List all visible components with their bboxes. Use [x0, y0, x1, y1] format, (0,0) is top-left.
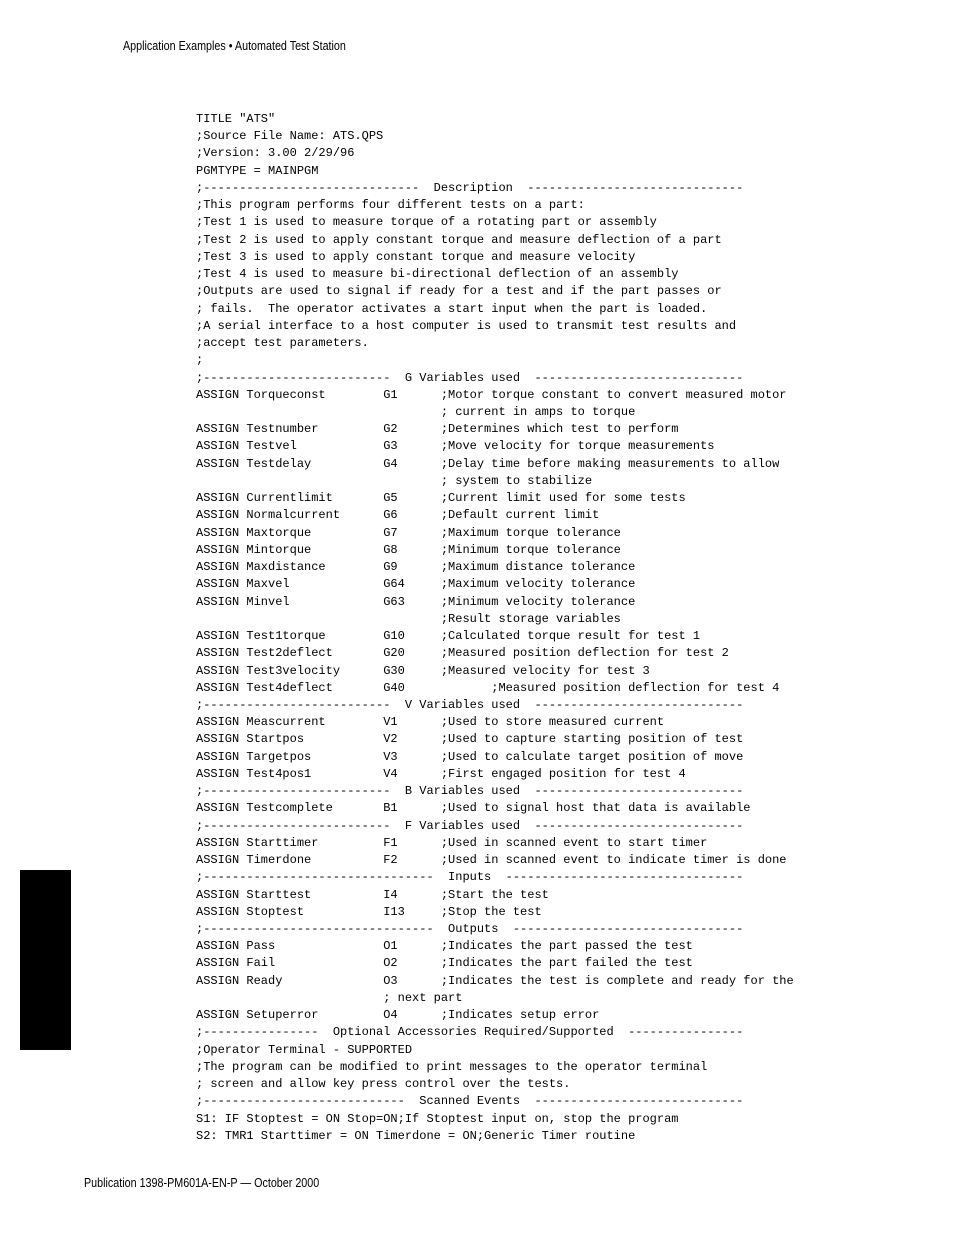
code-line: ;------------------------------ Description ------------------------------: [196, 180, 744, 195]
code-line: PGMTYPE = MAINPGM: [196, 163, 319, 178]
code-line: ;Source File Name: ATS.QPS: [196, 129, 384, 144]
code-line: ASSIGN Test2deflect G20 ;Measured position deflection for test 2: [196, 646, 729, 661]
code-line: ; system to stabilize: [196, 473, 593, 488]
code-line: ;Test 2 is used to apply constant torque and measure deflection of a part: [196, 232, 722, 247]
code-line: ASSIGN Targetpos V3 ;Used to calculate target position of move: [196, 749, 744, 764]
code-line: ASSIGN Maxdistance G9 ;Maximum distance tolerance: [196, 560, 636, 575]
code-line: ASSIGN Testcomplete B1 ;Used to signal host that data is available: [196, 801, 751, 816]
code-line: ASSIGN Normalcurrent G6 ;Default current limit: [196, 508, 600, 523]
code-line: ;Version: 3.00 2/29/96: [196, 146, 355, 161]
code-line: ASSIGN Ready O3 ;Indicates the test is complete and ready for the: [196, 973, 794, 988]
code-line: ASSIGN Test1torque G10 ;Calculated torque result for test 1: [196, 629, 701, 644]
code-line: ;Operator Terminal - SUPPORTED: [196, 1042, 413, 1057]
code-line: ;Test 3 is used to apply constant torque and measure velocity: [196, 249, 636, 264]
code-line: ASSIGN Timerdone F2 ;Used in scanned event to indicate timer is done: [196, 853, 787, 868]
code-line: ASSIGN Mintorque G8 ;Minimum torque tolerance: [196, 542, 621, 557]
code-line: ;-------------------------------- Inputs ---------------------------------: [196, 870, 744, 885]
code-line: ;-------------------------- B Variables used -----------------------------: [196, 784, 744, 799]
code-line: ;: [196, 353, 204, 368]
code-line: ASSIGN Maxtorque G7 ;Maximum torque tolerance: [196, 525, 621, 540]
code-line: ;Test 4 is used to measure bi-directional deflection of an assembly: [196, 267, 679, 282]
code-line: ;Outputs are used to signal if ready for a test and if the part passes or: [196, 284, 722, 299]
code-line: ;-------------------------- V Variables used -----------------------------: [196, 697, 744, 712]
code-line: ASSIGN Test4pos1 V4 ;First engaged position for test 4: [196, 766, 686, 781]
code-line: ASSIGN Maxvel G64 ;Maximum velocity tolerance: [196, 577, 636, 592]
code-line: ASSIGN Test3velocity G30 ;Measured velocity for test 3: [196, 663, 650, 678]
code-line: ;-------------------------- F Variables used -----------------------------: [196, 818, 744, 833]
code-line: ASSIGN Testnumber G2 ;Determines which test to perform: [196, 422, 679, 437]
code-line: ASSIGN Stoptest I13 ;Stop the test: [196, 904, 542, 919]
code-line: ;---------------------------- Scanned Events -----------------------------: [196, 1094, 744, 1109]
running-head: Application Examples • Automated Test Station: [123, 39, 346, 53]
section-tab-marker: [20, 870, 71, 1050]
code-line: ASSIGN Setuperror O4 ;Indicates setup error: [196, 1008, 600, 1023]
code-line: TITLE "ATS": [196, 112, 276, 126]
code-line: ASSIGN Meascurrent V1 ;Used to store measured current: [196, 715, 665, 730]
code-line: ;Test 1 is used to measure torque of a rotating part or assembly: [196, 215, 657, 230]
code-line: ;The program can be modified to print messages to the operator terminal: [196, 1059, 708, 1074]
code-line: ; screen and allow key press control over the tests.: [196, 1077, 571, 1092]
code-line: ;---------------- Optional Accessories Required/Supported ----------------: [196, 1025, 744, 1040]
code-line: ;-------------------------- G Variables used -----------------------------: [196, 370, 744, 385]
code-line: ASSIGN Starttest I4 ;Start the test: [196, 887, 549, 902]
publication-footer: Publication 1398-PM601A-EN-P — October 2000: [84, 1176, 320, 1190]
code-line: ASSIGN Torqueconst G1 ;Motor torque constant to convert measured motor: [196, 387, 787, 402]
code-line: ;-------------------------------- Outputs --------------------------------: [196, 922, 744, 937]
code-line: ;Result storage variables: [196, 611, 621, 626]
code-line: ASSIGN Minvel G63 ;Minimum velocity tolerance: [196, 594, 636, 609]
code-line: ASSIGN Fail O2 ;Indicates the part failed the test: [196, 956, 693, 971]
code-line: ; current in amps to torque: [196, 404, 636, 419]
code-line: S1: IF Stoptest = ON Stop=ON;If Stoptest input on, stop the program: [196, 1111, 679, 1126]
code-line: ASSIGN Test4deflect G40 ;Measured position deflection for test 4: [196, 680, 780, 695]
code-line: ASSIGN Starttimer F1 ;Used in scanned event to start timer: [196, 835, 708, 850]
code-line: ASSIGN Testdelay G4 ;Delay time before making measurements to allow: [196, 456, 780, 471]
code-line: ;A serial interface to a host computer is used to transmit test results and: [196, 318, 737, 333]
code-line: ASSIGN Startpos V2 ;Used to capture starting position of test: [196, 732, 744, 747]
code-line: ;accept test parameters.: [196, 336, 369, 351]
code-line: ;This program performs four different tests on a part:: [196, 198, 585, 213]
program-listing: [196, 111, 794, 1145]
code-line: ; fails. The operator activates a start input when the part is loaded.: [196, 301, 708, 316]
code-line: ASSIGN Pass O1 ;Indicates the part passed the test: [196, 939, 693, 954]
code-line: ASSIGN Currentlimit G5 ;Current limit used for some tests: [196, 491, 686, 506]
code-line: ; next part: [196, 990, 463, 1005]
code-line: S2: TMR1 Starttimer = ON Timerdone = ON;Generic Timer routine: [196, 1128, 636, 1143]
code-line: ASSIGN Testvel G3 ;Move velocity for torque measurements: [196, 439, 715, 454]
